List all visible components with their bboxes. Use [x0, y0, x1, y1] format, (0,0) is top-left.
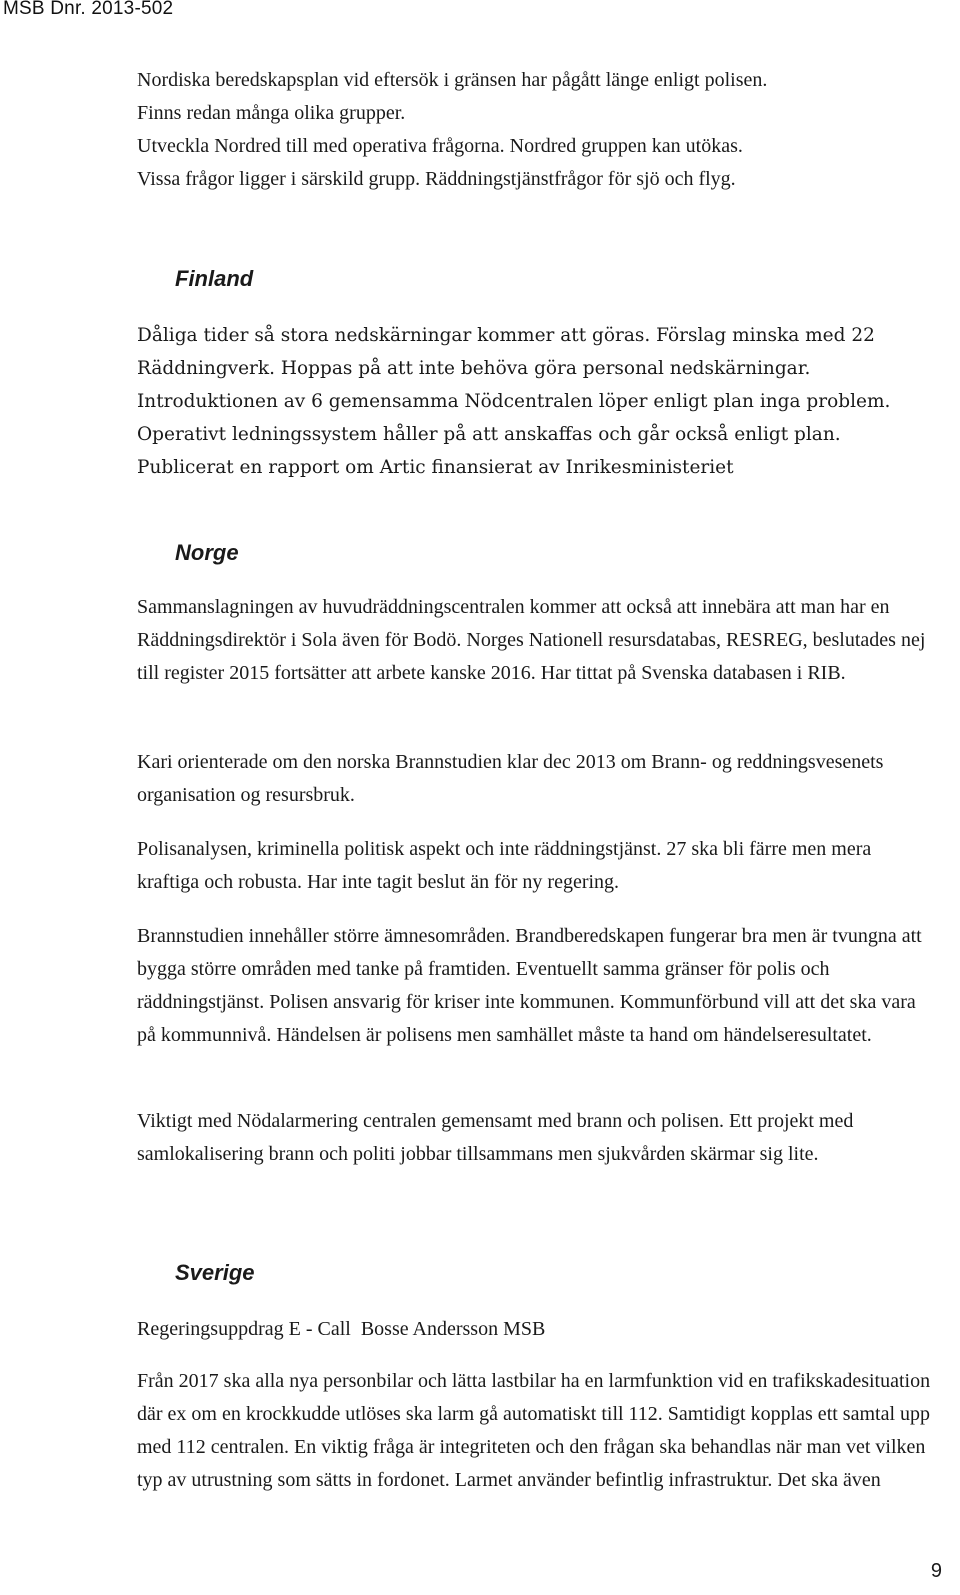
sverige-subline-block [137, 1313, 937, 1346]
heading-norge: Norge [175, 540, 239, 565]
sverige-paragraph: Från 2017 ska alla nya personbilar och lätta lastbilar ha en larmfunktion vid en trafikskadesituation där ex om en krockkudde utlöses ska larm gå automatiskt till 112. Samtidigt kopplas ett samtal upp med 112 centralen. En viktig fråga är integriteten och den frågan ska behandlas när man vet vilken typ av utrustning som sätts in fordonet. Larmet använder befintlig infrastruktur. Det ska även [137, 1370, 931, 1491]
norge-paragraph: Brannstudien innehåller större ämnesområden. Brandberedskapen fungerar bra men är tvungna att bygga större områden med tanke på framtiden. Eventuellt samma gränser för polis och räddningstjänst. Polisen ansvarig för kriser inte kommunen. Kommunförbund vill att det ska vara på kommunnivå. Händelsen är polisens men samhället måste ta hand om händelseresultatet. [137, 925, 922, 1046]
intro-line: Nordiska beredskapsplan vid eftersök i gränsen har pågått länge enligt polisen. [137, 69, 768, 91]
intro-block [137, 64, 937, 196]
norge-paragraph: Kari orienterade om den norska Brannstudien klar dec 2013 om Brann- og reddningsvesenets organisation og resursbruk. [137, 751, 884, 806]
norge-paragraph: Viktigt med Nödalarmering centralen gemensamt med brann och polisen. Ett projekt med samlokalisering brann och politi jobbar tillsammans men sjukvården skärmar sig lite. [137, 1110, 854, 1165]
norge-paragraph-2 [137, 746, 937, 812]
sverige-subline: Regeringsuppdrag E - Call Bosse Andersson MSB [137, 1318, 546, 1340]
intro-line: Utveckla Nordred till med operativa frågorna. Nordred gruppen kan utökas. [137, 135, 743, 157]
norge-paragraph-4 [137, 920, 937, 1052]
page-number: 9 [930, 1560, 942, 1582]
finland-line: Introduktionen av 6 gemensamma Nödcentralen löper enligt plan inga problem. [137, 391, 891, 412]
norge-paragraph: Sammanslagningen av huvudräddningscentralen kommer att också att innebära att man har en Räddningsdirektör i Sola även för Bodö. Norges Nationell resursdatabas, RESREG, beslutades nej till register 2015 fortsätter att arbete kanske 2016. Har tittat på Svenska databasen i RIB. [137, 596, 926, 684]
intro-line: Vissa frågor ligger i särskild grupp. Räddningstjänstfrågor för sjö och flyg. [137, 168, 736, 190]
norge-paragraph-3 [137, 833, 937, 899]
heading-finland: Finland [175, 266, 254, 291]
sverige-paragraph-block [137, 1365, 937, 1497]
finland-line: Publicerat en rapport om Artic finansierat av Inrikesministeriet [137, 457, 734, 478]
heading-sverige: Sverige [175, 1260, 255, 1285]
finland-block [137, 319, 937, 484]
norge-paragraph: Polisanalysen, kriminella politisk aspekt och inte räddningstjänst. 27 ska bli färre men mera kraftiga och robusta. Har inte tagit beslut än för ny regering. [137, 838, 872, 893]
finland-line: Operativt ledningssystem håller på att anskaffas och går också enligt plan. [137, 424, 841, 445]
finland-line: Räddningverk. Hoppas på att inte behöva göra personal nedskärningar. [137, 358, 811, 379]
document-header: MSB Dnr. 2013-502 [3, 0, 174, 19]
norge-paragraph-1 [137, 591, 937, 690]
norge-paragraph-5 [137, 1105, 937, 1171]
intro-line: Finns redan många olika grupper. [137, 102, 406, 124]
finland-line: Dåliga tider så stora nedskärningar kommer att göras. Förslag minska med 22 [137, 325, 875, 346]
